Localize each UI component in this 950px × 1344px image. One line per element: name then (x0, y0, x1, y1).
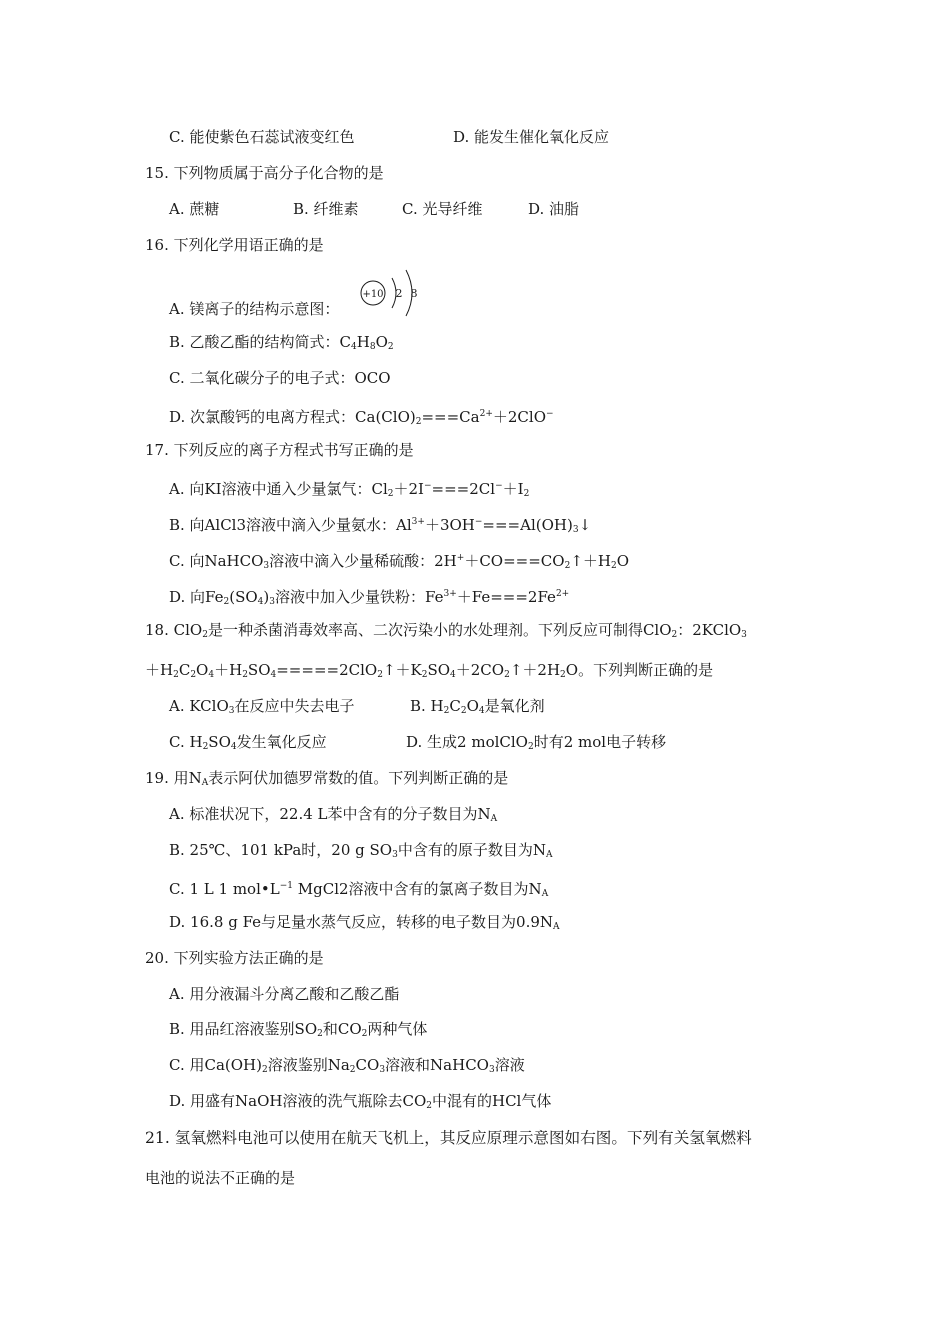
q15-option-d: D. 油脂 (528, 200, 580, 218)
q18-option-a: A. KClO$_3$在反应中失去电子 (169, 697, 355, 716)
ion-structure-diagram (356, 266, 426, 318)
q18-option-c: C. $H_2SO_4$发生氧化反应 (169, 733, 327, 752)
q17-option-b: B. 向AlCl3溶液中滴入少量氨水：$Al^{3+}+3OH^-===Al(OH)_3↓$ (169, 516, 592, 535)
q20-option-c: C. 用$Ca(OH)_2$溶液鉴别$Na_2CO_3$溶液和NaHCO$_3$溶液 (169, 1056, 525, 1075)
q19-option-a: A. 标准状况下，22.4 L苯中含有的分子数目为$N_A$ (169, 805, 498, 824)
nucleus-charge: +10 (362, 289, 384, 300)
shell2-electrons: 8 (410, 287, 418, 300)
q17-option-d: D. 向$Fe_2(SO_4)_3$溶液中加入少量铁粉：$Fe^{3+}+Fe===2Fe^{2+}$ (169, 588, 570, 607)
q16-stem: 16. 下列化学用语正确的是 (145, 236, 324, 254)
q20-option-d: D. 用盛有NaOH溶液的洗气瓶除去$CO_2$中混有的HCl气体 (169, 1092, 552, 1111)
q19-option-d: D. 16.8 g Fe与足量水蒸气反应，转移的电子数目为$0.9N_A$ (169, 913, 560, 932)
q16-option-a: A. 镁离子的结构示意图： (169, 300, 340, 318)
q15-option-b: B. 纤维素 (293, 200, 359, 218)
q14-option-c: C. 能使紫色石蕊试液变红色 (169, 128, 355, 146)
q14-option-d: D. 能发生催化氧化反应 (453, 128, 610, 146)
q20-stem: 20. 下列实验方法正确的是 (145, 949, 324, 967)
q20-option-a: A. 用分液漏斗分离乙酸和乙酸乙酯 (169, 985, 400, 1003)
q17-option-c: C. 向NaHCO$_3$溶液中滴入少量稀硫酸：$2H^++CO===CO_2↑+H_2O$ (169, 552, 630, 571)
q18-option-b: B. $H_2C_2O_4$是氧化剂 (410, 697, 545, 716)
shell1-electrons: 2 (395, 287, 403, 300)
q15-option-a: A. 蔗糖 (169, 200, 220, 218)
q19-option-c: C. 1 L 1 $mol•L^{-1}$ MgCl2溶液中含有的氯离子数目为$N_A$ (169, 880, 549, 899)
q17-option-a: A. 向KI溶液中通入少量氯气：$Cl_2+2I^-===2Cl^-+I_2$ (169, 480, 530, 499)
q16-option-c: C. 二氧化碳分子的电子式：OCO (169, 369, 391, 387)
q17-stem: 17. 下列反应的离子方程式书写正确的是 (145, 441, 414, 459)
q19-option-b: B. 25℃、101 kPa时，20 g $SO_3$中含有的原子数目为$N_A$ (169, 841, 553, 860)
q19-stem: 19. 用$N_A$表示阿伏加德罗常数的值。下列判断正确的是 (145, 769, 509, 788)
q16-option-b: B. 乙酸乙酯的结构简式：$C_4H_8O_2$ (169, 333, 394, 352)
q15-option-c: C. 光导纤维 (402, 200, 483, 218)
q15-stem: 15. 下列物质属于高分子化合物的是 (145, 164, 384, 182)
q21-stem-line2: 电池的说法不正确的是 (145, 1169, 296, 1187)
q16-option-d: D. 次氯酸钙的电离方程式：$Ca(ClO)_2===Ca^{2+}+2ClO^-$ (169, 408, 554, 427)
q18-stem-line2: $+H_2C_2O_4+H_2SO_4=====2ClO_2↑+K_2SO_4+2CO_2↑+2H_2O$。下列判断正确的是 (145, 661, 714, 680)
q21-stem-line1: 21. 氢氧燃料电池可以使用在航天飞机上，其反应原理示意图如右图。下列有关氢氧燃料 (145, 1129, 752, 1147)
q20-option-b: B. 用品红溶液鉴别$SO_2$和$CO_2$两种气体 (169, 1020, 428, 1039)
q18-stem-line1: 18. ClO$_2$是一种杀菌消毒效率高、二次污染小的水处理剂。下列反应可制得ClO$_2$：2KClO$_3$ (145, 621, 747, 640)
q18-option-d: D. 生成2 molClO$_2$时有2 mol电子转移 (406, 733, 667, 752)
